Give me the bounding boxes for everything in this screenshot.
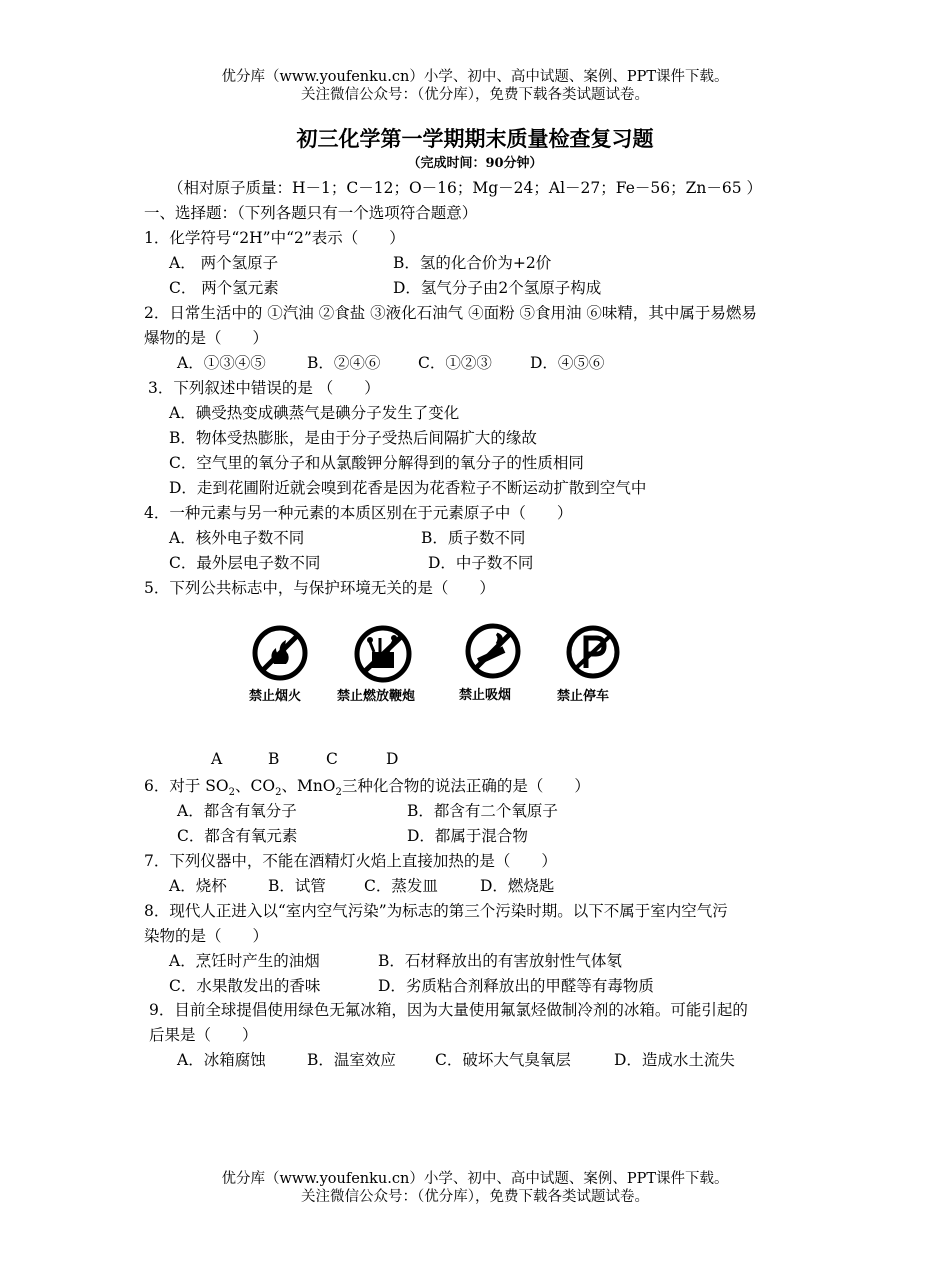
question-4-option-c: C．最外层电子数不同: [169, 554, 321, 572]
question-8-stem-line-1: 8．现代人正进入以“室内空气污染”为标志的第三个污染时期。以下不属于室内空气污: [144, 902, 728, 920]
question-7-option-b: B．试管: [268, 877, 326, 895]
no-parking-icon: [562, 624, 624, 680]
question-4-option-b: B．质子数不同: [421, 529, 526, 547]
question-2-option-b: B．②④⑥: [307, 354, 381, 372]
question-6-option-c: C．都含有氧元素: [177, 827, 298, 845]
no-fire-label: 禁止烟火: [249, 689, 302, 704]
header-line-2: 关注微信公众号：（优分库），免费下载各类试题试卷。: [301, 87, 649, 103]
question-3-option-d: D．走到花圃附近就会嗅到花香是因为花香粒子不断运动扩散到空气中: [169, 479, 647, 497]
question-9-stem-line-2: 后果是（ ）: [149, 1026, 258, 1044]
question-2-option-c: C．①②③: [418, 354, 492, 372]
no-firecrackers-label: 禁止燃放鞭炮: [337, 689, 416, 704]
sign-letter-d: D: [386, 750, 399, 768]
footer-line-2: 关注微信公众号：（优分库），免费下载各类试题试卷。: [301, 1189, 649, 1205]
question-8-stem-line-2: 染物的是（ ）: [144, 927, 269, 945]
question-6-option-d: D．都属于混合物: [407, 827, 528, 845]
question-1-stem: 1．化学符号“2H”中“2”表示（ ）: [144, 229, 405, 247]
question-7-option-c: C．蒸发皿: [364, 877, 438, 895]
header-line-1: 优分库（www.youfenku.cn）小学、初中、高中试题、案例、PPT课件下载。: [221, 69, 729, 85]
question-3-stem: 3．下列叙述中错误的是 （ ）: [148, 379, 380, 397]
question-6-option-a: A．都含有氧分子: [177, 802, 297, 820]
question-3-option-a: A．碘受热变成碘蒸气是碘分子发生了变化: [169, 404, 460, 422]
no-parking-sign: [562, 624, 624, 680]
sign-letter-a: A: [211, 750, 223, 768]
question-7-stem: 7．下列仪器中，不能在酒精灯火焰上直接加热的是（ ）: [144, 852, 557, 870]
sign-letter-b: B: [268, 750, 280, 768]
atomic-masses: （相对原子质量：H－1；C－12；O－16；Mg－24；Al－27；Fe－56；Zn－65 ）: [168, 179, 762, 197]
question-4-stem: 4．一种元素与另一种元素的本质区别在于元素原子中（ ）: [144, 504, 573, 522]
question-9-option-b: B．温室效应: [307, 1051, 396, 1069]
question-2-stem-line-2: 爆物的是（ ）: [144, 329, 269, 347]
question-2-stem-line-1: 2．日常生活中的 ①汽油 ②食盐 ③液化石油气 ④面粉 ⑤食用油 ⑥味精，其中属于易燃易: [144, 304, 757, 322]
footer-line-1: 优分库（www.youfenku.cn）小学、初中、高中试题、案例、PPT课件下载。: [221, 1171, 729, 1187]
question-6-stem: 6．对于 $SO_2$、$CO_2$、MnO$_2$三种化合物的说法正确的是（ ）: [144, 777, 590, 799]
question-9-stem-line-1: 9．目前全球提倡使用绿色无氟冰箱，因为大量使用氟氯烃做制冷剂的冰箱。可能引起的: [149, 1001, 748, 1019]
question-3-option-c: C．空气里的氧分子和从氯酸钾分解得到的氧分子的性质相同: [169, 454, 584, 472]
question-5-stem: 5．下列公共标志中，与保护环境无关的是（ ）: [144, 579, 495, 597]
question-9-option-a: A．冰箱腐蚀: [177, 1051, 266, 1069]
question-6-option-b: B．都含有二个氧原子: [407, 802, 558, 820]
question-9-option-d: D．造成水土流失: [614, 1051, 735, 1069]
page-subtitle: （完成时间：90分钟）: [407, 156, 543, 171]
no-fire-sign: [248, 624, 312, 682]
question-8-option-d: D．劣质粘合剂释放出的甲醛等有毒物质: [378, 977, 654, 995]
question-2-option-a: A．①③④⑤: [177, 354, 266, 372]
section-heading: 一、选择题：（下列各题只有一个选项符合题意）: [144, 204, 478, 222]
page-title: 初三化学第一学期期末质量检查复习题: [296, 126, 654, 151]
no-smoking-icon: [461, 622, 525, 680]
no-smoking-sign: [461, 622, 525, 680]
question-8-option-c: C．水果散发出的香味: [169, 977, 321, 995]
no-parking-label: 禁止停车: [557, 689, 610, 704]
question-7-option-a: A．烧杯: [169, 877, 227, 895]
question-1-option-b: B．氢的化合价为+2价: [393, 254, 552, 272]
question-7-option-d: D．燃烧匙: [480, 877, 555, 895]
question-9-option-c: C．破坏大气臭氧层: [435, 1051, 571, 1069]
question-1-option-c: C． 两个氢元素: [169, 279, 279, 297]
question-4-option-d: D．中子数不同: [428, 554, 534, 572]
no-firecrackers-sign: [350, 624, 416, 684]
no-fire-icon: [248, 624, 312, 682]
question-4-option-a: A．核外电子数不同: [169, 529, 305, 547]
question-1-option-a: A． 两个氢原子: [169, 254, 279, 272]
question-8-option-b: B．石材释放出的有害放射性气体氡: [378, 952, 622, 970]
question-3-option-b: B．物体受热膨胀，是由于分子受热后间隔扩大的缘故: [169, 429, 537, 447]
question-1-option-d: D．氢气分子由2个氢原子构成: [393, 279, 602, 297]
no-firecrackers-icon: [350, 624, 416, 684]
no-smoking-label: 禁止吸烟: [459, 688, 512, 703]
question-8-option-a: A．烹饪时产生的油烟: [169, 952, 320, 970]
question-2-option-d: D．④⑤⑥: [530, 354, 605, 372]
sign-letter-c: C: [326, 750, 338, 768]
